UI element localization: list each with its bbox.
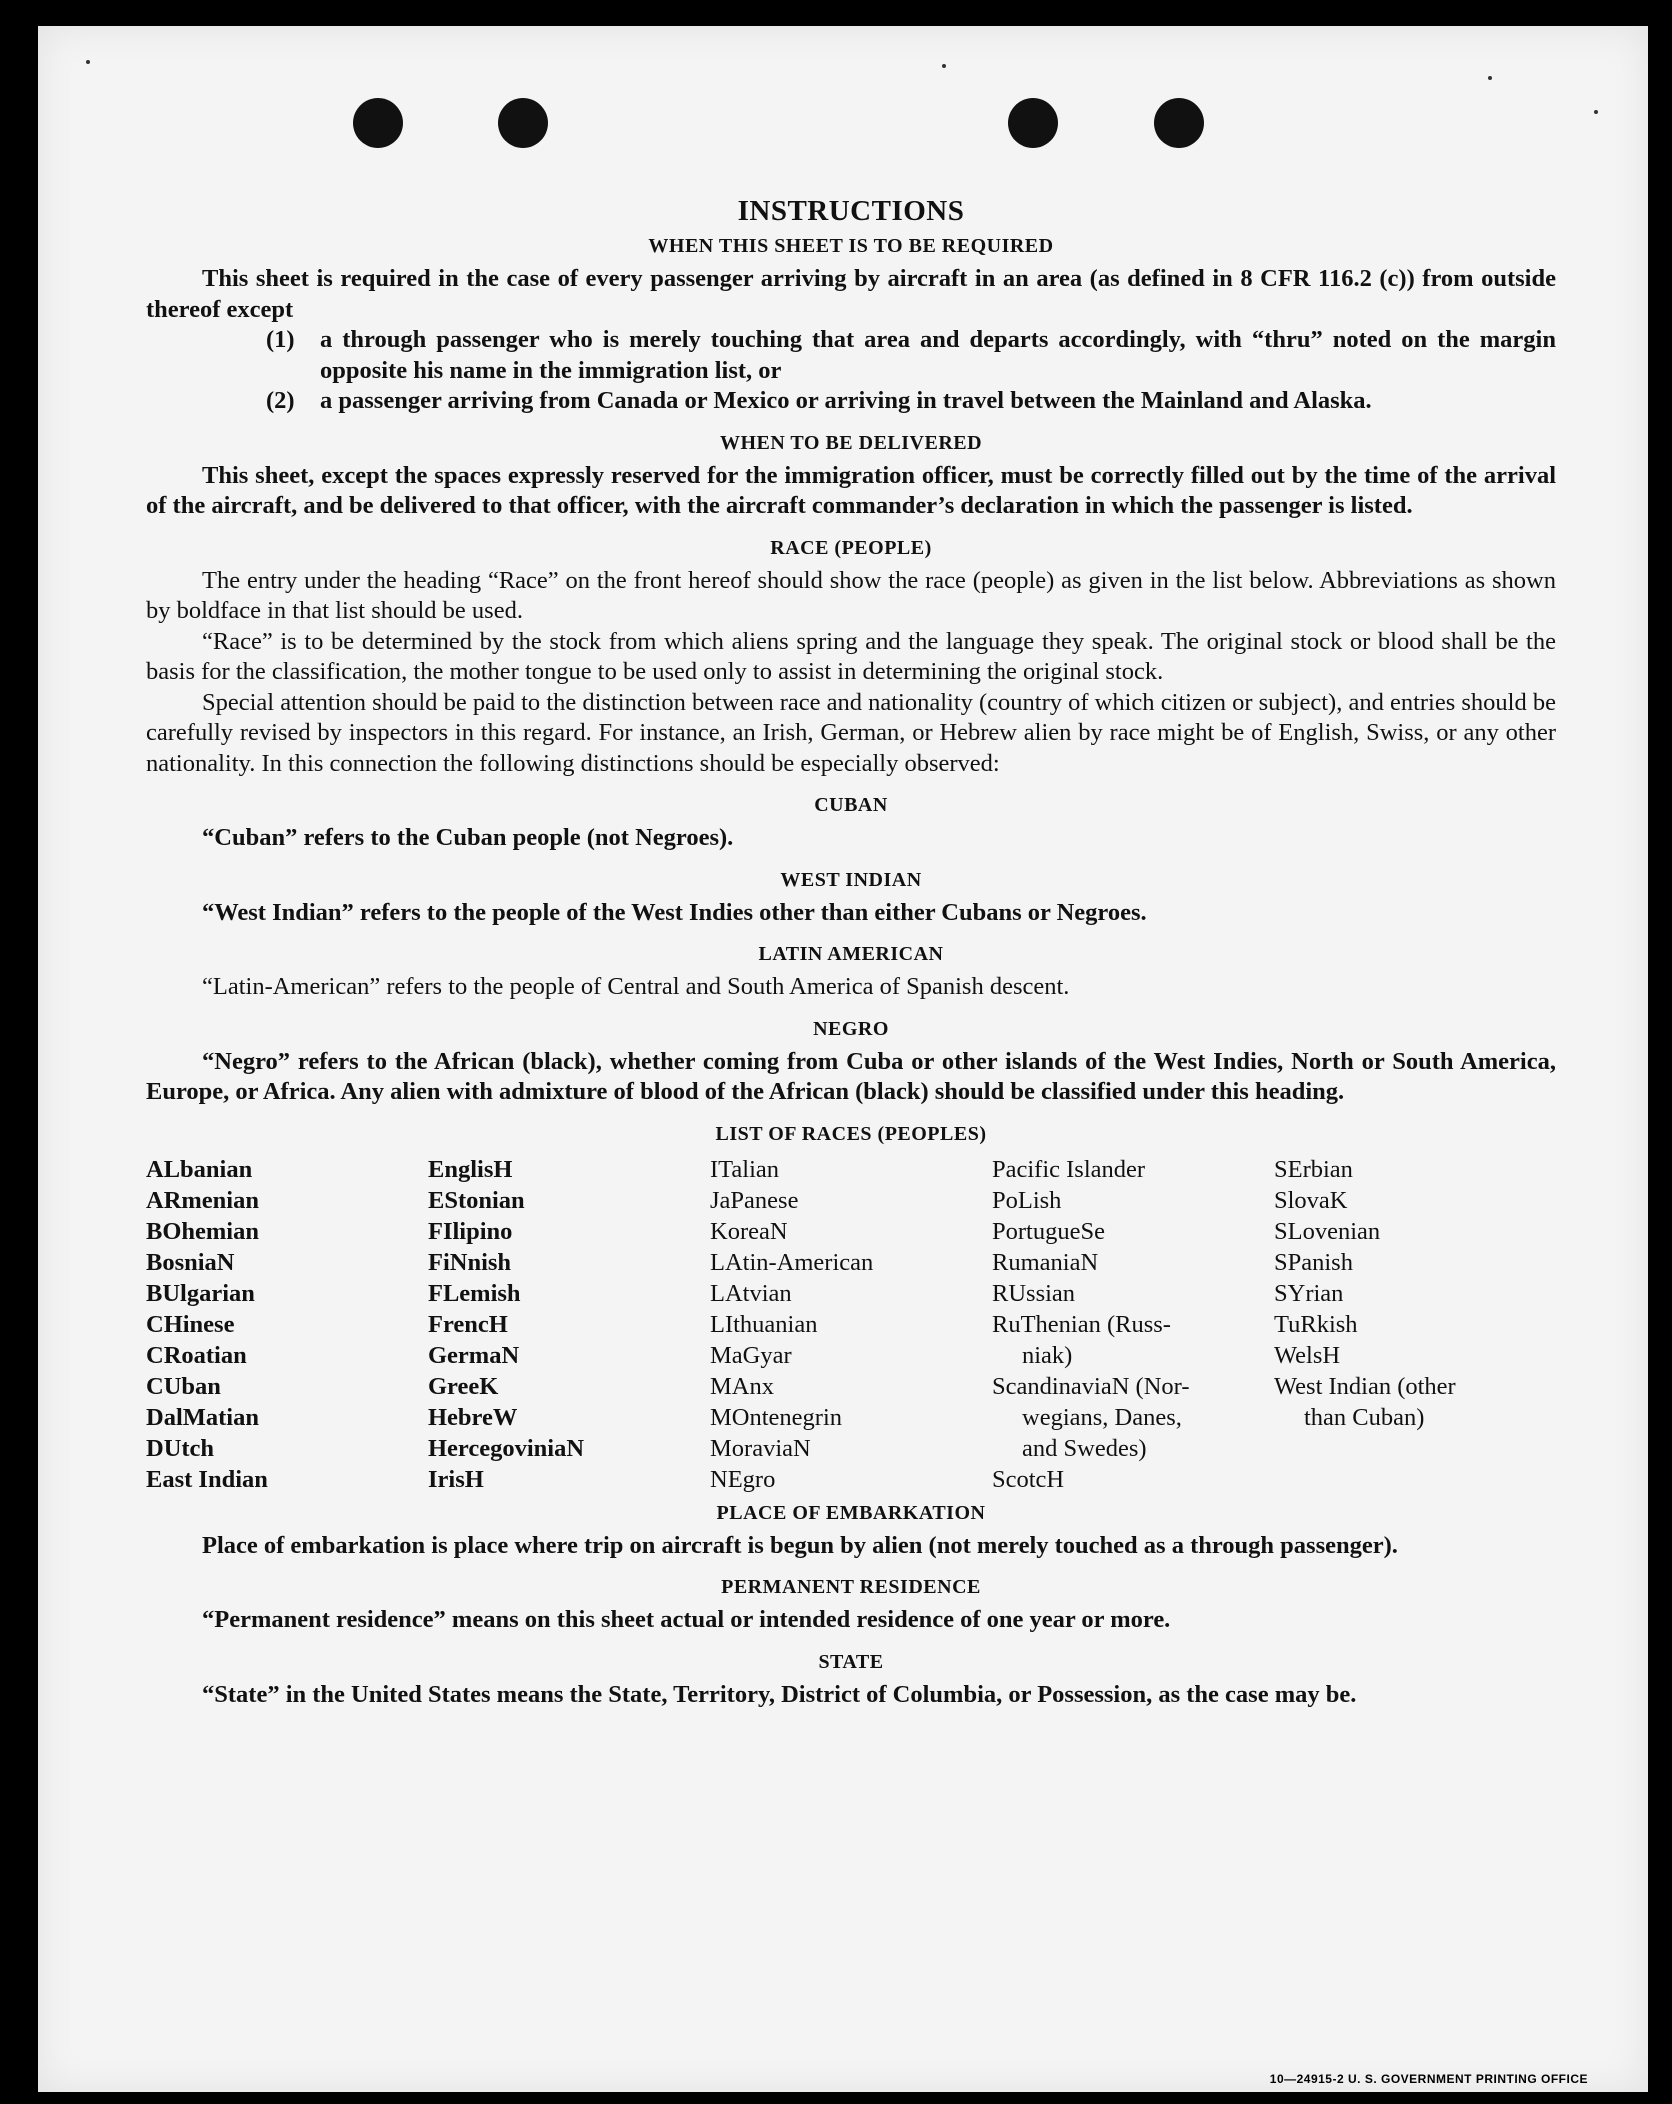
races-column bbox=[428, 1154, 710, 1495]
race-entry: IrisH bbox=[428, 1465, 484, 1493]
races-list bbox=[146, 1154, 1556, 1495]
race-entry: ScandinaviaN (Nor- bbox=[992, 1372, 1190, 1400]
race-entry: West Indian (other bbox=[1274, 1372, 1456, 1400]
section-heading-delivered: WHEN TO BE DELIVERED bbox=[719, 431, 983, 454]
race-entry: HercegoviniaN bbox=[428, 1434, 585, 1462]
race-entry: PoLish bbox=[992, 1186, 1062, 1214]
race-entry: SYrian bbox=[1274, 1279, 1344, 1307]
punch-hole bbox=[1154, 98, 1204, 148]
race-entry: JaPanese bbox=[710, 1186, 799, 1214]
race-entry: SErbian bbox=[1274, 1155, 1353, 1183]
state-text: “State” in the United States means the State, Territory, District of Columbia, or Possession, as the case may be. bbox=[202, 1680, 1357, 1708]
section-heading-state: STATE bbox=[818, 1650, 884, 1673]
race-paragraph-1: The entry under the heading “Race” on the front hereof should show the race (people) as given in the list below. Abbreviations as shown by boldface in that list should be used. bbox=[146, 566, 1556, 624]
item-number: (1) bbox=[266, 326, 295, 353]
race-entry: MAnx bbox=[710, 1372, 774, 1400]
speck bbox=[1488, 76, 1492, 80]
speck bbox=[86, 60, 90, 64]
race-entry: FrencH bbox=[428, 1310, 508, 1338]
race-entry: East Indian bbox=[146, 1465, 268, 1493]
race-entry: TuRkish bbox=[1274, 1310, 1358, 1338]
race-entry: Pacific Islander bbox=[992, 1155, 1146, 1183]
race-entry: CRoatian bbox=[146, 1341, 247, 1369]
race-entry: SlovaK bbox=[1274, 1186, 1348, 1214]
required-intro: This sheet is required in the case of every passenger arriving by aircraft in an area (as defined in 8 CFR 116.2 (c)) from outside thereof except bbox=[146, 265, 1556, 323]
race-entry-continued: niak) bbox=[1022, 1341, 1073, 1369]
west-indian-text: “West Indian” refers to the people of the West Indies other than either Cubans or Negroes. bbox=[202, 898, 1147, 926]
latin-american-text: “Latin-American” refers to the people of Central and South America of Spanish descent. bbox=[202, 973, 1070, 1000]
speck bbox=[942, 64, 946, 68]
race-entry: GermaN bbox=[428, 1341, 520, 1369]
race-entry: MOntenegrin bbox=[710, 1403, 842, 1431]
page-title: INSTRUCTIONS bbox=[737, 195, 965, 227]
race-entry: FIlipino bbox=[428, 1217, 513, 1245]
race-entry: SPanish bbox=[1274, 1248, 1353, 1276]
speck bbox=[1594, 110, 1598, 114]
race-entry: ARmenian bbox=[146, 1186, 259, 1214]
race-paragraph-2: “Race” is to be determined by the stock from which aliens spring and the language they speak. The original stock or blood shall be the basis for the classification, the mother tongue to be used only to assist in determining the original stock. bbox=[146, 627, 1556, 685]
race-entry: BUlgarian bbox=[146, 1279, 255, 1307]
race-entry: ScotcH bbox=[992, 1465, 1065, 1493]
section-heading-negro: NEGRO bbox=[813, 1017, 889, 1040]
section-heading-embarkation: PLACE OF EMBARKATION bbox=[716, 1501, 986, 1524]
race-entry: DUtch bbox=[146, 1434, 215, 1462]
race-entry: ALbanian bbox=[146, 1155, 253, 1183]
race-entry: LAtin-American bbox=[710, 1248, 874, 1276]
exception-item bbox=[266, 386, 1556, 417]
race-entry: ITalian bbox=[710, 1155, 780, 1183]
race-entry: NEgro bbox=[710, 1465, 776, 1493]
race-entry: PortugueSe bbox=[992, 1217, 1105, 1245]
race-entry: KoreaN bbox=[710, 1217, 788, 1245]
section-heading-race: RACE (PEOPLE) bbox=[770, 536, 932, 559]
race-entry: FiNnish bbox=[428, 1248, 512, 1276]
races-column bbox=[146, 1154, 428, 1495]
race-entry: BOhemian bbox=[146, 1217, 259, 1245]
cuban-text: “Cuban” refers to the Cuban people (not Negroes). bbox=[202, 824, 734, 851]
race-entry: HebreW bbox=[428, 1403, 518, 1431]
section-heading-latin-american: LATIN AMERICAN bbox=[758, 943, 944, 965]
section-heading-required: WHEN THIS SHEET IS TO BE REQUIRED bbox=[648, 235, 1054, 257]
section-heading-cuban: CUBAN bbox=[814, 794, 888, 816]
races-column bbox=[1274, 1154, 1556, 1495]
delivered-text: This sheet, except the spaces expressly reserved for the immigration officer, must be correctly filled out by the time of the arrival of the aircraft, and be delivered to that officer, with the aircraft commander’s declaration in which the passenger is listed. bbox=[146, 461, 1556, 519]
residence-text: “Permanent residence” means on this sheet actual or intended residence of one year or more. bbox=[202, 1606, 1171, 1633]
race-entry: EnglisH bbox=[428, 1155, 513, 1183]
race-entry: CHinese bbox=[146, 1310, 235, 1338]
race-entry: EStonian bbox=[428, 1186, 525, 1214]
race-entry: RumaniaN bbox=[992, 1248, 1099, 1276]
printing-office-imprint: 10—24915-2 U. S. GOVERNMENT PRINTING OFFICE bbox=[1269, 2072, 1588, 2086]
race-entry: BosniaN bbox=[146, 1248, 235, 1276]
race-entry: SLovenian bbox=[1274, 1217, 1381, 1245]
races-column bbox=[992, 1154, 1274, 1495]
race-entry: MoraviaN bbox=[710, 1434, 811, 1462]
race-entry: LAtvian bbox=[710, 1279, 792, 1307]
exception-item bbox=[266, 325, 1556, 386]
section-heading-residence: PERMANENT RESIDENCE bbox=[721, 1576, 981, 1598]
negro-text: “Negro” refers to the African (black), whether coming from Cuba or other islands of the West Indies, North or South America, Europe, or Africa. Any alien with admixture of blood of the African (black) should be classified under this heading. bbox=[146, 1047, 1556, 1105]
race-entry: FLemish bbox=[428, 1279, 521, 1307]
race-entry: RUssian bbox=[992, 1279, 1076, 1307]
document-sheet bbox=[38, 26, 1648, 2092]
race-entry-continued: than Cuban) bbox=[1304, 1403, 1425, 1431]
embarkation-text: Place of embarkation is place where trip on aircraft is begun by alien (not merely touched as a through passenger). bbox=[202, 1531, 1398, 1559]
item-number: (2) bbox=[266, 387, 295, 414]
section-heading-races-list: LIST OF RACES (PEOPLES) bbox=[715, 1122, 987, 1145]
race-entry-continued: and Swedes) bbox=[1022, 1434, 1147, 1462]
race-entry: RuThenian (Russ- bbox=[992, 1310, 1171, 1338]
race-entry: WelsH bbox=[1274, 1341, 1341, 1369]
punch-hole bbox=[353, 98, 403, 148]
punch-hole bbox=[1008, 98, 1058, 148]
race-entry: LIthuanian bbox=[710, 1310, 818, 1338]
section-heading-west-indian: WEST INDIAN bbox=[780, 868, 922, 891]
race-entry: MaGyar bbox=[710, 1341, 792, 1369]
instructions-content bbox=[146, 194, 1556, 1710]
punch-hole bbox=[498, 98, 548, 148]
races-column bbox=[710, 1154, 992, 1495]
race-entry: CUban bbox=[146, 1372, 221, 1400]
race-entry-continued: wegians, Danes, bbox=[1022, 1403, 1182, 1431]
race-entry: GreeK bbox=[428, 1372, 499, 1400]
race-paragraph-3: Special attention should be paid to the distinction between race and nationality (country of which citizen or subject), and entries should be carefully revised by inspectors in this regard. For instance, an Irish, German, or Hebrew alien by race might be of English, Swiss, or any other nationality. In this connection the following distinctions should be especially observed: bbox=[146, 688, 1556, 777]
item-text: a through passenger who is merely touching that area and departs accordingly, with “thru” noted on the margin opposite his name in the immigration list, or bbox=[320, 326, 1556, 384]
item-text: a passenger arriving from Canada or Mexico or arriving in travel between the Mainland and Alaska. bbox=[320, 387, 1372, 414]
race-entry: DalMatian bbox=[146, 1403, 259, 1431]
